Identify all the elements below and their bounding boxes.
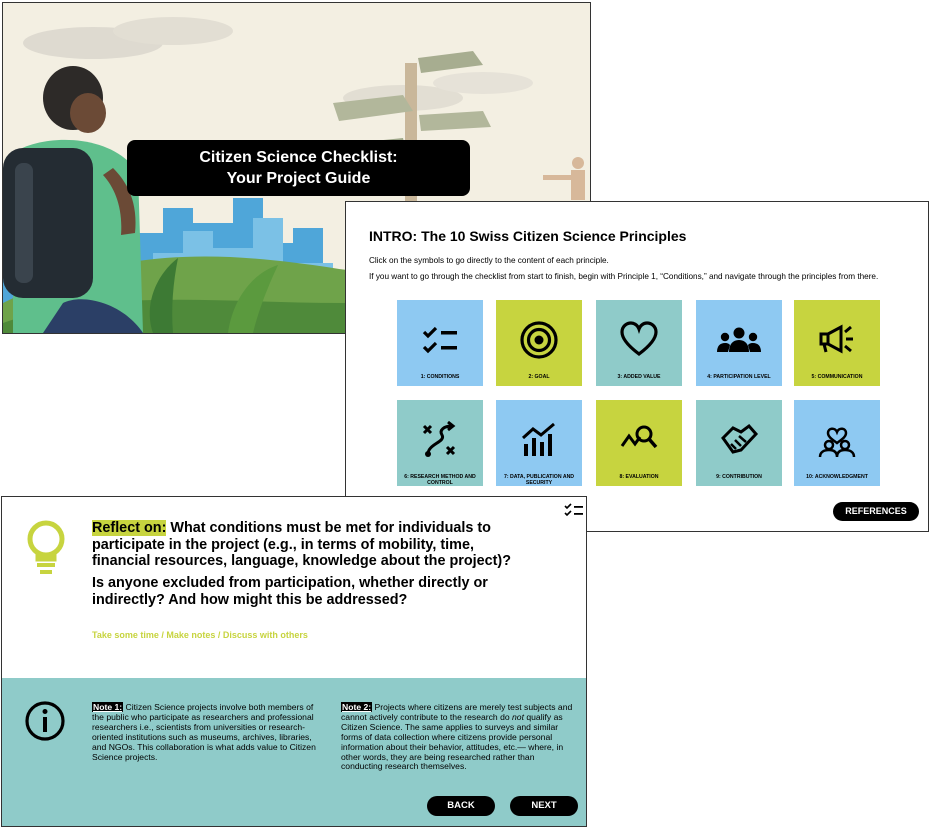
principle-label: 4: PARTICIPATION LEVEL: [707, 374, 771, 380]
principle-label: 2: GOAL: [528, 374, 550, 380]
principle-label: 10: ACKNOWLEDGMENT: [806, 474, 868, 480]
note-2-tag: Note 2:: [342, 702, 372, 712]
principle-label: 7: DATA, PUBLICATION AND SECURITY: [503, 474, 575, 486]
people-group-icon: [696, 320, 782, 360]
target-icon: [496, 320, 582, 360]
principles-slide: [345, 201, 929, 532]
reflect-question-1: [92, 520, 532, 570]
principle-label: 6: RESEARCH METHOD AND CONTROL: [404, 474, 476, 486]
principle-tile-added-value[interactable]: [596, 300, 682, 386]
checklist-icon[interactable]: [564, 502, 584, 518]
note-2-text-part1: Projects where citizens are merely test subjects and cannot actively contribute to the research do: [341, 702, 573, 722]
checklist-icon: [397, 320, 483, 360]
take-time-hint: Take some time / Make notes / Discuss with others: [92, 630, 308, 640]
principles-instruction-1: Click on the symbols to go directly to the content of each principle.: [369, 256, 609, 265]
note-1: [92, 703, 327, 762]
principles-title: INTRO: The 10 Swiss Citizen Science Principles: [369, 228, 687, 244]
cover-title-line1: Citizen Science Checklist:: [199, 149, 398, 166]
reflect-question-1-text: What conditions must be met for individuals to participate in the project (e.g., in terms of mobility, time, financial resources, language, knowledge about the project)?: [92, 520, 512, 569]
principle-label: 1: CONDITIONS: [420, 374, 460, 380]
megaphone-icon: [794, 320, 880, 360]
bar-chart-icon: [496, 420, 582, 460]
note-2-text-part2: qualify as Citizen Science. The same applies to surveys and similar forms of data collection where citizens provide personal information about their behavior, attitudes, etc.— where, in other words, they are being researched rather than conducting research themselves.: [341, 711, 564, 772]
references-button[interactable]: REFERENCES: [833, 502, 919, 521]
principle-tile-conditions[interactable]: [397, 300, 483, 386]
principle-tile-acknowledgment[interactable]: [794, 400, 880, 486]
reflect-prefix: Reflect on:: [92, 520, 167, 536]
info-icon: [24, 700, 66, 742]
principle-label: 5: COMMUNICATION: [811, 374, 863, 380]
principle-label: 8: EVALUATION: [619, 474, 659, 480]
cover-title-box: [127, 140, 470, 196]
next-button[interactable]: NEXT: [510, 796, 578, 816]
principle-tile-contribution[interactable]: [696, 400, 782, 486]
principle-tile-communication[interactable]: [794, 300, 880, 386]
principle-tile-evaluation[interactable]: [596, 400, 682, 486]
heart-icon: [596, 320, 682, 360]
note-2-italic: not: [512, 711, 524, 722]
principle-label: 9: CONTRIBUTION: [716, 474, 762, 480]
magnifier-chart-icon: [596, 420, 682, 460]
principle-tile-data-publication[interactable]: [496, 400, 582, 486]
path-icon: [397, 420, 483, 460]
principle-tile-participation-level[interactable]: [696, 300, 782, 386]
people-heart-icon: [794, 420, 880, 460]
reflect-slide: [1, 496, 587, 827]
principles-instruction-2: If you want to go through the checklist from start to finish, begin with Principle 1, “Conditions,” and navigate through the principles from there.: [369, 272, 879, 281]
reflect-question-2: Is anyone excluded from participation, whether directly or indirectly? And how might this be addressed?: [92, 575, 488, 608]
handshake-icon: [696, 420, 782, 460]
note-2: [341, 703, 576, 772]
note-1-tag: Note 1:: [93, 702, 123, 712]
cover-title-line2: Your Project Guide: [226, 170, 371, 187]
note-1-text: Citizen Science projects involve both members of the public who participate as researchers and professional researchers i.e., scientists from universities or research-oriented institutions such as museums, archives, libraries, and NGOs. This collaboration is what adds value to Citizen Science projects.: [92, 702, 316, 762]
lightbulb-icon: [24, 519, 68, 577]
principle-label: 3: ADDED VALUE: [617, 374, 661, 380]
reflect-question-panel: [2, 497, 586, 678]
back-button[interactable]: BACK: [427, 796, 495, 816]
principle-tile-goal[interactable]: [496, 300, 582, 386]
principle-tile-research-method[interactable]: [397, 400, 483, 486]
